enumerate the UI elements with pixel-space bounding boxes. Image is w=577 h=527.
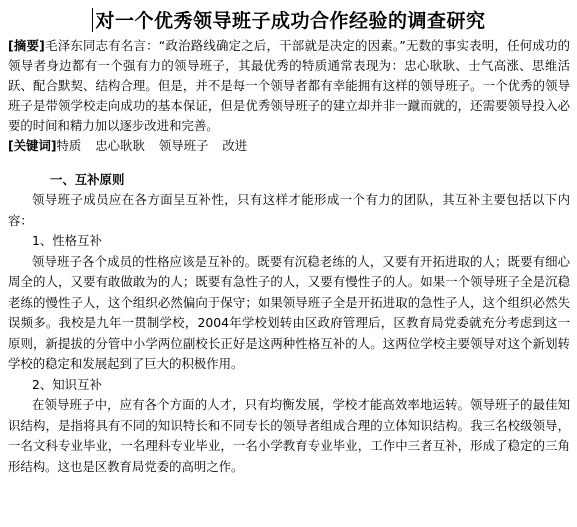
- body-paragraph: 领导班子各个成员的性格应该是互补的。既要有沉稳老练的人，又要有开拓进取的人；既要有细心周全的人，又要有敢做敢为的人；既要有急性子的人，又要有慢性子的人。如果一个领导班子全是沉稳老练的慢性子人，这个组织必然偏向于保守；如果领导班子全是开拓进取的急性子人，这个组织必然失误频多。我校是九年一贯制学校，2004年学校划转由区政府管理后，区教育局党委就充分考虑到这一原则，新提拔的分管中小学两位副校长正好是这两种性格互补的人。这两位学校主要领导对这个新划转学校的稳定和发展起到了巨大的积极作用。: [8, 253, 570, 371]
- keyword: 领导班子: [158, 138, 209, 153]
- abstract-text: 毛泽东同志有名言：“政治路线确定之后，干部就是决定的因素。”无数的事实表明，任何成功的领导者身边都有一个强有力的领导班子，其最优秀的特质通常表现为：忠心耿耿、士气高涨、思维活跃、配合默契、结构合理。但是，并不是每一个领导者都有幸能拥有这样的领导班子。一个优秀的领导班子是带领学校走向成功的基本保证，但是优秀领导班子的建立却并非一蹴而就的，还需要领导投入必要的时间和精力加以逐步改进和完善。: [8, 38, 570, 133]
- abstract-paragraph: [8, 36, 570, 136]
- keywords-label: [关键词]: [8, 138, 57, 153]
- text-cursor: [92, 8, 93, 32]
- section-intro-paragraph: 领导班子成员应在各方面呈互补性，只有这样才能形成一个有力的团队，其互补主要包括以下内容：: [8, 192, 570, 228]
- keywords-line: [8, 136, 570, 156]
- section-heading: 一、互补原则: [50, 172, 125, 187]
- subsection-heading: 2、知识互补: [32, 376, 102, 392]
- keyword: 特质: [56, 138, 82, 153]
- keyword: 改进: [222, 138, 248, 153]
- subsection-heading: 1、性格互补: [32, 233, 102, 248]
- title-row: [8, 0, 570, 34]
- keyword: 忠心耿耿: [95, 138, 145, 153]
- body-paragraph: 在领导班子中，应有各个方面的人才，只有均衡发展，学校才能高效率地运转。领导班子的最佳知识结构，是指将具有不同的知识特长和不同专长的领导者组成合理的立体知识结构。我三名校级领导，一名文科专业毕业，一名理科专业毕业，一名小学教育专业毕业，工作中三者互补，形成了稳定的三角形结构。这也是区教育局党委的高明之作。: [8, 397, 570, 474]
- document-title: 对一个优秀领导班子成功合作经验的调查研究: [95, 10, 486, 32]
- abstract-label: [摘要]: [8, 38, 45, 53]
